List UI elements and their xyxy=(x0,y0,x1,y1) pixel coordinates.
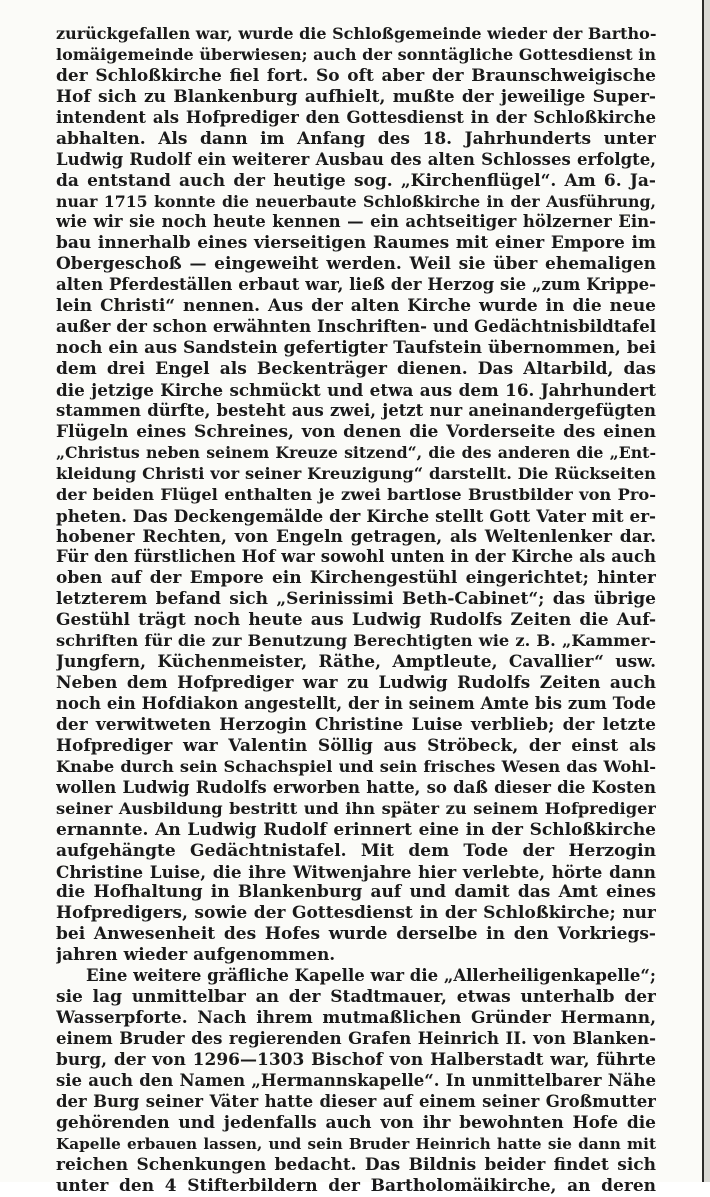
text-line: der Burg seiner Väter hatte dieser auf einem seiner Großmutter xyxy=(56,1091,656,1111)
text-line: oben auf der Empore ein Kirchengestühl eingerichtet; hinter xyxy=(56,568,656,589)
text-line: letzterem befand sich „Serinissimi Beth-Cabinet“; das übrige xyxy=(56,589,656,610)
body-text xyxy=(56,24,656,1197)
text-line: die jetzige Kirche schmückt und etwa aus dem 16. Jahrhundert xyxy=(56,379,656,400)
text-line: bau innerhalb eines vierseitigen Raumes mit einer Empore im xyxy=(56,233,656,254)
text-line: wollen Ludwig Rudolfs erworben hatte, so daß dieser die Kosten xyxy=(56,777,656,797)
text-line: Obergeschoß — eingeweiht werden. Weil sie über ehemaligen xyxy=(56,254,656,275)
text-line: Hofprediger war Valentin Söllig aus Ströbeck, der einst als xyxy=(56,735,656,756)
text-line: Hofpredigers, sowie der Gottesdienst in der Schloßkirche; nur xyxy=(56,903,656,924)
text-line: Ludwig Rudolf ein weiterer Ausbau des alten Schlosses erfolgte, xyxy=(56,149,656,169)
paragraph-end-line: jahren wieder aufgenommen. xyxy=(56,945,336,966)
text-line: der verwitweten Herzogin Christine Luise verblieb; der letzte xyxy=(56,714,656,735)
text-line: lomäigemeinde überwiesen; auch der sonntägliche Gottesdienst in xyxy=(56,44,656,64)
text-line: unter den 4 Stifterbildern der Bartholomäikirche, an deren xyxy=(56,1175,656,1196)
text-line: noch ein Hofdiakon angestellt, der in seinem Amte bis zum Tode xyxy=(56,694,656,713)
text-line: reichen Schenkungen bedacht. Das Bildnis beider findet sich xyxy=(56,1154,656,1175)
text-line: stammen dürfte, besteht aus zwei, jetzt nur aneinandergefügten xyxy=(56,400,656,420)
text-line: außer der schon erwähnten Inschriften- und Gedächtnisbildtafel xyxy=(56,317,656,337)
text-line: Hof sich zu Blankenburg aufhielt, mußte der jeweilige Super- xyxy=(56,86,656,107)
text-line: burg, der von 1296—1303 Bischof von Halberstadt war, führte xyxy=(56,1049,656,1070)
text-line: Knabe durch sein Schachspiel und sein frisches Wesen das Wohl- xyxy=(56,756,656,776)
text-line: bei Anwesenheit des Hofes wurde derselbe in den Vorkriegs- xyxy=(56,924,656,945)
text-line: Kapelle erbauen lassen, und sein Bruder Heinrich hatte sie dann mit xyxy=(56,1134,656,1153)
text-line: Neben dem Hofprediger war zu Ludwig Rudolfs Zeiten auch xyxy=(56,673,656,694)
text-line: da entstand auch der heutige sog. „Kirchenflügel“. Am 6. Ja- xyxy=(56,170,656,191)
text-line: kleidung Christi vor seiner Kreuzigung“ darstellt. Die Rückseiten xyxy=(56,463,656,483)
text-line: lein Christi“ nennen. Aus der alten Kirche wurde in die neue xyxy=(56,296,656,317)
text-line: schriften für die zur Benutzung Berechtigten wie z. B. „Kammer- xyxy=(56,631,656,651)
text-line: Für den fürstlichen Hof war sowohl unten in der Kirche als auch xyxy=(56,547,656,567)
page-edge-margin xyxy=(704,0,710,1182)
text-line: alten Pferdeställen erbaut war, ließ der Herzog sie „zum Krippe- xyxy=(56,275,656,295)
text-line: gehörenden und jedenfalls auch von ihr bewohnten Hofe die xyxy=(56,1112,656,1133)
text-line: die Hofhaltung in Blankenburg auf und damit das Amt eines xyxy=(56,882,656,903)
text-line: abhalten. Als dann im Anfang des 18. Jahrhunderts unter xyxy=(56,128,656,149)
text-line: sie auch den Namen „Hermannskapelle“. In unmittelbarer Nähe xyxy=(56,1070,656,1090)
text-line: pheten. Das Deckengemälde der Kirche stellt Gott Vater mit er- xyxy=(56,505,656,526)
text-line: wie wir sie noch heute kennen — ein achtseitiger hölzerner Ein- xyxy=(56,212,656,232)
text-line: der Schloßkirche fiel fort. So oft aber der Braunschweigische xyxy=(56,65,656,86)
text-line: Gestühl trägt noch heute aus Ludwig Rudolfs Zeiten die Auf- xyxy=(56,610,656,631)
text-line: aufgehängte Gedächtnistafel. Mit dem Tode der Herzogin xyxy=(56,840,656,861)
paragraph-start-line: Eine weitere gräfliche Kapelle war die „Allerheiligenkapelle“; xyxy=(86,966,656,986)
text-line: „Christus neben seinem Kreuze sitzend“, die des anderen die „Ent- xyxy=(56,442,656,462)
text-line: noch ein aus Sandstein gefertigter Taufstein übernommen, bei xyxy=(56,338,656,359)
text-line: hobener Rechten, von Engeln getragen, als Weltenlenker dar. xyxy=(56,526,656,547)
text-line: Jungfern, Küchenmeister, Räthe, Amptleute, Cavallier“ usw. xyxy=(56,652,656,673)
text-line: dem drei Engel als Beckenträger dienen. Das Altarbild, das xyxy=(56,359,656,379)
text-line: seiner Ausbildung bestritt und ihn später zu seinem Hofprediger xyxy=(56,798,656,818)
text-line: intendent als Hofprediger den Gottesdienst in der Schloßkirche xyxy=(56,107,656,127)
text-line: ernannte. An Ludwig Rudolf erinnert eine in der Schloßkirche xyxy=(56,819,656,840)
text-line: einem Bruder des regierenden Grafen Heinrich II. von Blanken- xyxy=(56,1029,656,1048)
text-line: der beiden Flügel enthalten je zwei bartlose Brustbilder von Pro- xyxy=(56,484,656,504)
text-line: nuar 1715 konnte die neuerbaute Schloßkirche in der Ausführung, xyxy=(56,191,656,211)
text-line: Christine Luise, die ihre Witwenjahre hier verlebte, hörte dann xyxy=(56,861,656,882)
text-line: Flügeln eines Schreines, von denen die Vorderseite des einen xyxy=(56,421,656,442)
text-line: Wasserpforte. Nach ihrem mutmaßlichen Gründer Hermann, xyxy=(56,1008,656,1029)
text-line: sie lag unmittelbar an der Stadtmauer, etwas unterhalb der xyxy=(56,987,656,1008)
text-line: zurückgefallen war, wurde die Schloßgemeinde wieder der Bartho- xyxy=(56,24,656,43)
